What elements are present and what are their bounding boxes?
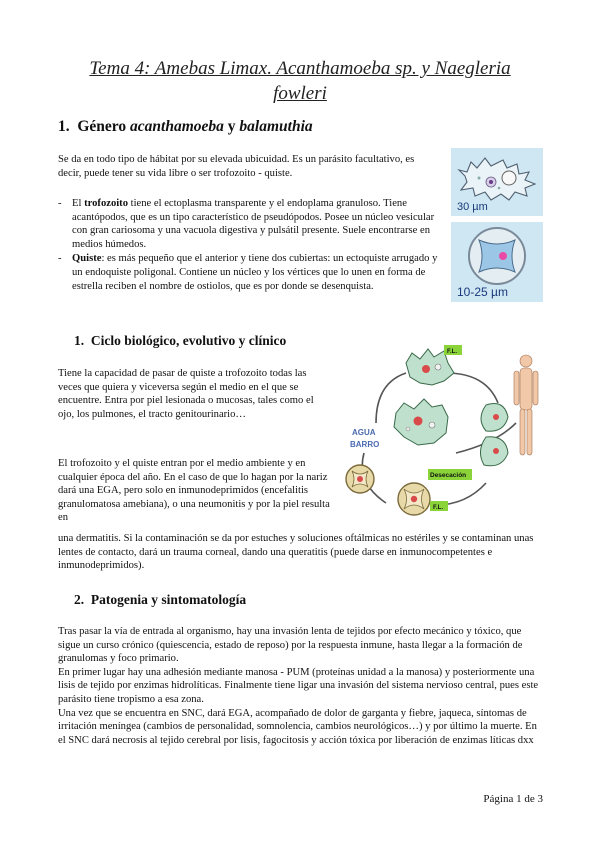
pathogenesis-paragraph-2: En primer lugar hay una adhesión mediante manosa - PUM (proteínas unidad a la manosa) y posteriormente una lisis de tejido por enzimas hidrolíticas. Finalmente tiene ligar una invasión del sistema nervioso central, pues este parásito tiene tropismo a esa zona. xyxy=(58,666,539,705)
title-line-2: fowleri xyxy=(273,83,327,104)
trophozoite-scale-label: 30 µm xyxy=(457,201,488,213)
life-cycle-diagram xyxy=(336,333,546,521)
label-barro: BARRO xyxy=(350,440,380,449)
bullet-text: : es más pequeño que el anterior y tiene dos cubiertas: un ectoquiste arrugado y un endoquiste poligonal. Contiene un núcleo y los vértices que lo unen en forma de estrella reciben el nombre de ostiolos, que es por donde se desenquista. xyxy=(72,253,438,292)
genus-acanthamoeba: acanthamoeba xyxy=(130,118,224,135)
bullet-dash: - xyxy=(58,198,62,209)
bullet-text: tiene el ectoplasma transparente y el endoplama granuloso. Tiene acantópodos, que es un tipo característico de pseudópodos. Posee un núcleo vesicular con gran cariosoma y una vacuola digestiva y pulsátil presente. Suele encontrarse en medios húmedos. xyxy=(72,198,435,250)
fl-label-top: F.L. xyxy=(447,349,457,355)
cycle-paragraph-1: Tiene la capacidad de pasar de quiste a trofozoito todas las veces que quiera y viceversa según el medio en el que se encuentre. Entra por piel lesionada o mucosas, tales como el ojo, los pulmones, el tracto genitourinario… xyxy=(58,368,314,420)
cyst-image xyxy=(451,222,543,302)
pathogenesis-paragraph-3: Una vez que se encuentra en SNC, dará EGA, acompañado de dolor de garganta y fiebre, jaqueca, síntomas de irritación meníngea (cambios de personalidad, somnolencia, cambios neurológicos…) y por último la muerte. En el SNC dará necrosis al tejido cerebral por lisis, fagocitosis y acción tóxica por liberación de enzimas líticas dxx xyxy=(58,707,537,746)
trophozoite-image xyxy=(451,148,543,216)
cyst-scale-label: 10-25 µm xyxy=(457,285,508,299)
pathogenesis-paragraphs xyxy=(58,625,544,747)
section-heading-genus xyxy=(58,118,313,136)
section-prefix: Género xyxy=(77,118,131,135)
cyst-endocyst xyxy=(479,240,515,272)
document-title xyxy=(40,56,560,106)
page-number: Página 1 de 3 xyxy=(483,793,543,805)
cycle-paragraph-2b: una dermatitis. Si la contaminación se da por estuches y soluciones oftálmicas no estériles y se contaminan unas lentes de contacto, dará un trauma corneal, dando una queratitis (puede darse en inmunocompetentes e inmunodeprimidos). xyxy=(58,533,534,572)
title-line-1: Tema 4: Amebas Limax. Acanthamoeba sp. y Naegleria xyxy=(89,58,511,79)
trophozoite-karyosome xyxy=(489,180,493,184)
bullet-dash: - xyxy=(58,253,62,265)
bullet-list xyxy=(58,197,441,294)
label-agua: AGUA xyxy=(352,428,376,437)
bullet-quiste xyxy=(58,252,441,293)
section-heading-cycle: 1. Ciclo biológico, evolutivo y clínico xyxy=(74,333,287,348)
cyst-nucleus xyxy=(499,252,507,260)
pathogenesis-paragraph-1: Tras pasar la vía de entrada al organismo, hay una invasión lenta de tejidos por efecto mecánico y tóxico, que sigue un curso crónico (quiescencia, estado de reposo) por la respuesta inmune, hasta llegar a la formación de granulomas y foco primario. xyxy=(58,626,523,665)
desecacion-label: Desecación xyxy=(430,472,467,479)
trophozoite-vacuole xyxy=(502,171,516,185)
fl-label-bottom: F.L. xyxy=(433,505,443,511)
term-trofozoito: trofozoito xyxy=(84,198,129,209)
section-conj: y xyxy=(223,118,240,135)
section-heading-pathogenesis: 2. Patogenia y sintomatología xyxy=(74,592,247,607)
section-number: 1. xyxy=(58,118,70,135)
genus-balamuthia: balamuthia xyxy=(239,118,313,135)
intro-paragraph: Se da en todo tipo de hábitat por su elevada ubicuidad. Es un parásito facultativo, es decir, puede tener su vida libre o ser trofozoito - quiste. xyxy=(58,154,415,179)
bullet-trofozoito: - El trofozoito tiene el ectoplasma transparente y el endoplama granuloso. Tiene acantópodos, que es un tipo característico de pseudópodos. Posee un núcleo vesicular con gran cariosoma y una vacuola digestiva y pulsátil presente. Suele encontrarse en medios húmedos. xyxy=(58,198,435,250)
term-quiste: Quiste xyxy=(72,253,102,265)
cycle-paragraph-2a: El trofozoito y el quiste entran por el medio ambiente y en cualquier época del año. En el caso de que lo hagan por la nariz dará una EGA, pero solo en inmunodeprimidos (encefalitis granulomatosa amebiana), o una neumonitis y por la piel resulta en xyxy=(58,458,330,524)
